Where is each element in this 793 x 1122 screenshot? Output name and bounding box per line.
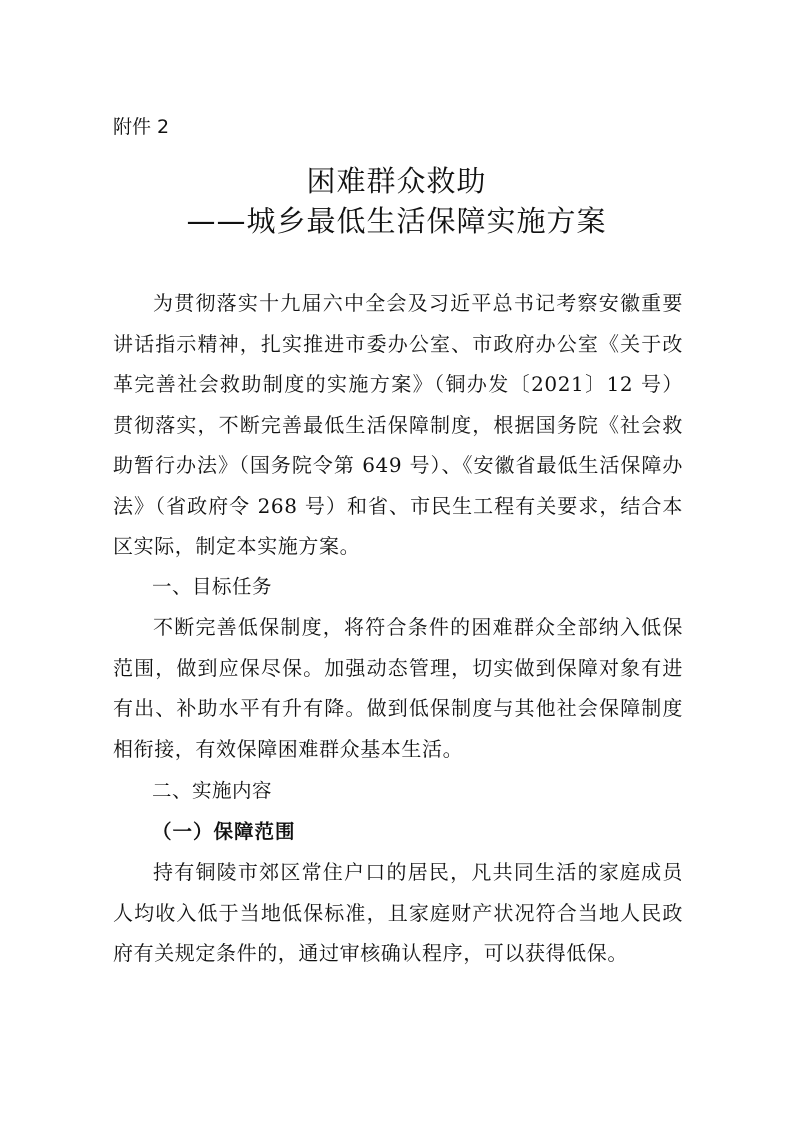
intro-paragraph: 为贯彻落实十九届六中全会及习近平总书记考察安徽重要讲话指示精神，扎实推进市委办公室、市政府办公室《关于改革完善社会救助制度的实施方案》（铜办发〔2021〕12 号）贯彻落实，不断完善最低生活保障制度，根据国务院《社会救助暂行办法》（国务院令第 649 号）、《安徽省最低生活保障办法》（省政府令 268 号）和省、市民生工程有关要求，结合本区实际，制定本实施方案。 xyxy=(113,291,683,558)
scope-paragraph: 持有铜陵市郊区常住户口的居民，凡共同生活的家庭成员人均收入低于当地低保标准，且家庭财产状况符合当地人民政府有关规定条件的，通过审核确认程序，可以获得低保。 xyxy=(113,860,683,965)
section-heading-implementation: 二、实施内容 xyxy=(152,779,273,802)
document-body xyxy=(113,283,683,974)
document-subtitle: ——城乡最低生活保障实施方案 xyxy=(186,204,607,238)
section-heading-goals: 一、目标任务 xyxy=(152,574,273,598)
goals-paragraph: 不断完善低保制度，将符合条件的困难群众全部纳入低保范围，做到应保尽保。加强动态管理，切实做到保障对象有进有出、补助水平有升有降。做到低保制度与其他社会保障制度相衔接，有效保障困难群众基本生活。 xyxy=(113,615,683,761)
attachment-label: 附件 2 xyxy=(113,116,170,138)
document-title: 困难群众救助 xyxy=(306,164,487,198)
subsection-heading-scope: （一）保障范围 xyxy=(152,819,296,843)
